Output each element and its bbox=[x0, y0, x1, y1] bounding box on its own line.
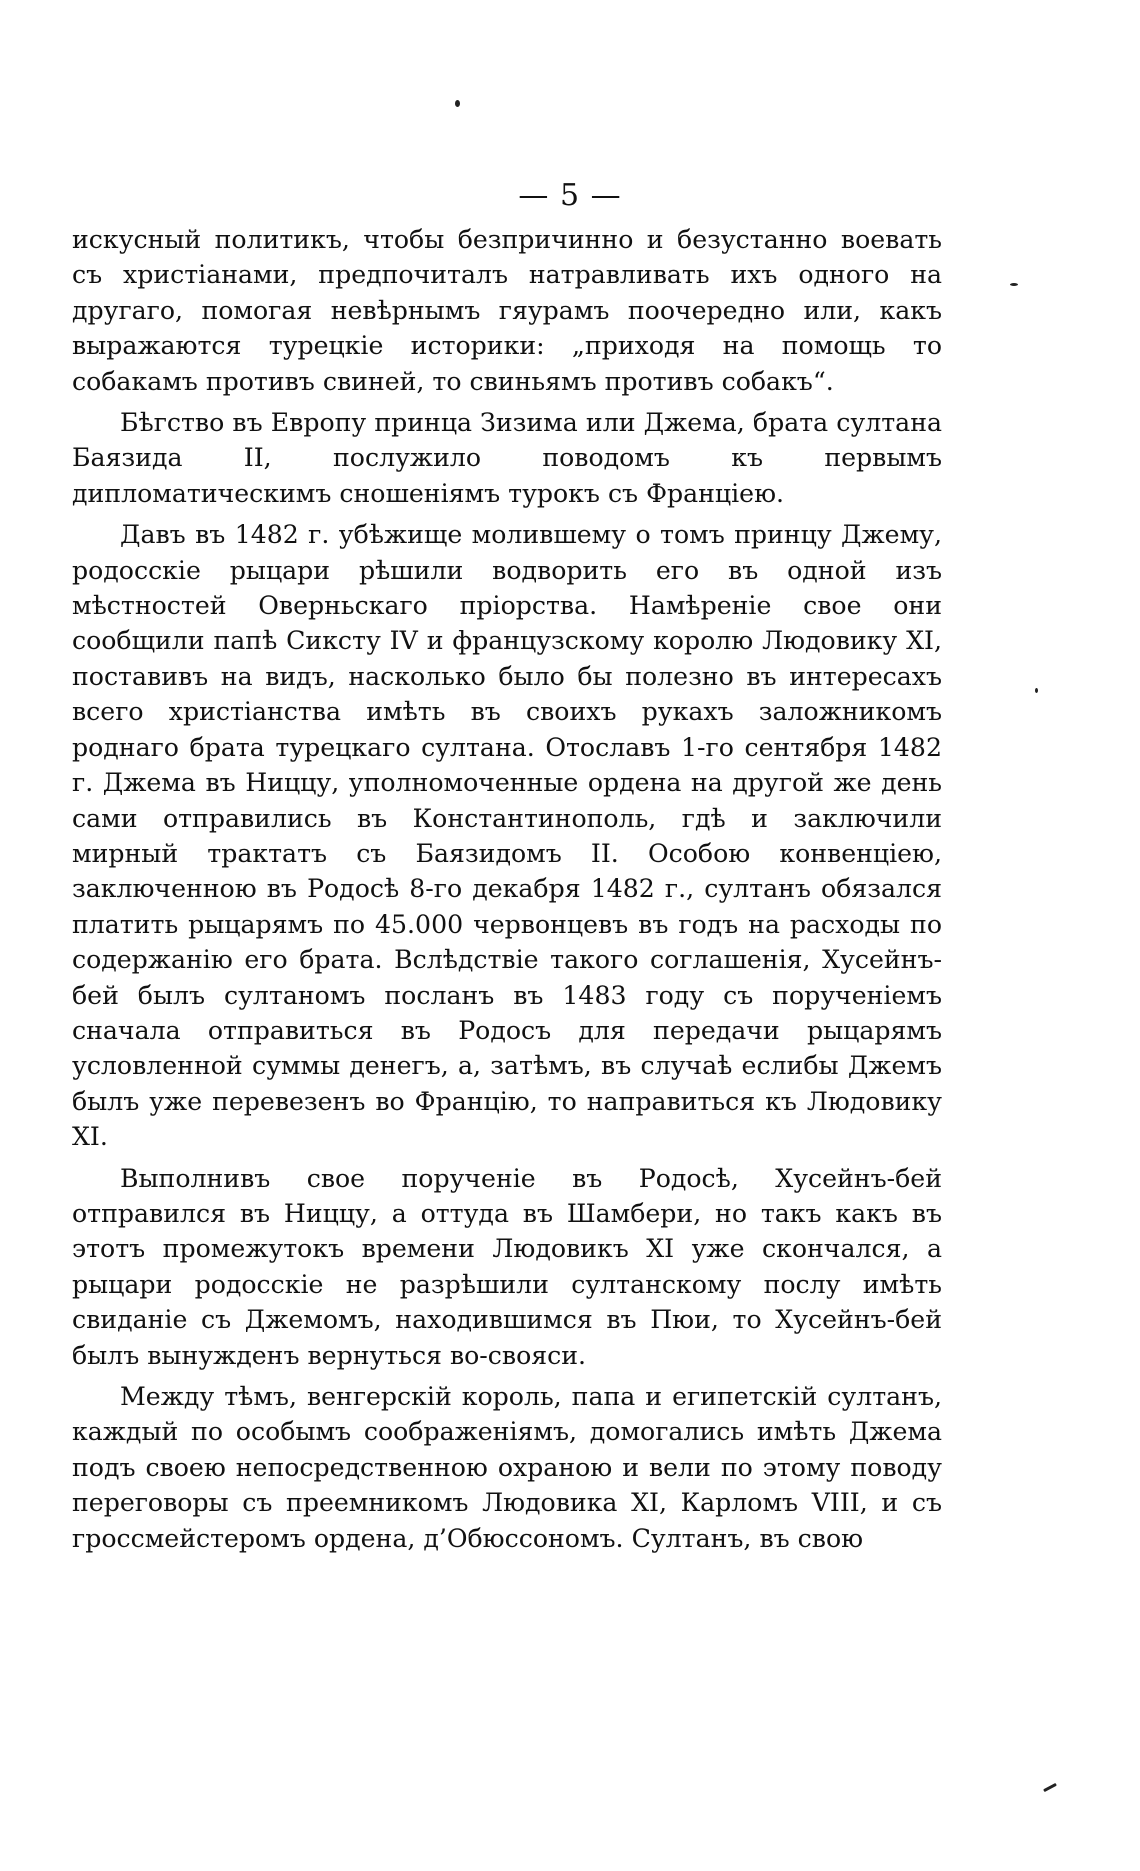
body-text bbox=[72, 222, 942, 1562]
paragraph-4: Выполнивъ свое порученіе въ Родосѣ, Хусейнъ-бей отправился въ Ниццу, а оттуда въ Шамбери, но такъ какъ въ этотъ промежутокъ времени Людовикъ XI уже скончался, а рыцари родосскіе не разрѣшили султанскому послу имѣть свиданіе съ Джемомъ, находившимся въ Пюи, то Хусейнъ-бей былъ вынужденъ вернуться во-свояси. bbox=[72, 1163, 942, 1370]
paragraph-3: Давъ въ 1482 г. убѣжище молившему о томъ принцу Джему, родосскіе рыцари рѣшили водворить его въ одной изъ мѣстностей Оверньскаго пріорства. Намѣреніе свое они сообщили папѣ Сиксту IV и французскому королю Людовику XI, поставивъ на видъ, насколько было бы полезно въ интересахъ всего христіанства имѣть въ своихъ рукахъ заложникомъ роднаго брата турецкаго султана. Отославъ 1-го сентября 1482 г. Джема въ Ниццу, уполномоченные ордена на другой же день сами отправились въ Константинополь, гдѣ и заключили мирный трактатъ съ Баязидомъ II. Особою конвенціею, заключенною въ Родосѣ 8-го декабря 1482 г., султанъ обязался платить рыцарямъ по 45.000 червонцевъ въ годъ на расходы по содержанію его брата. Вслѣдствіе такого соглашенія, Хусейнъ-бей былъ султаномъ посланъ въ 1483 году съ порученіемъ сначала отправиться въ Родосъ для передачи рыцарямъ условленной суммы денегъ, а, затѣмъ, въ случаѣ еслибы Джемъ былъ уже перевезенъ во Францію, то направиться къ Людовику XI. bbox=[72, 520, 942, 1152]
scan-speck bbox=[1010, 283, 1018, 286]
page-number: — 5 — bbox=[518, 178, 622, 213]
scan-speck bbox=[1035, 688, 1038, 693]
paragraph-1: искусный политикъ, чтобы безпричинно и безустанно воевать съ христіанами, предпочиталъ натравливать ихъ одного на другаго, помогая невѣрнымъ гяурамъ поочередно или, какъ выражаются турецкіе историки: „приходя на помощь то собакамъ противъ свиней, то свиньямъ противъ собакъ“. bbox=[72, 225, 942, 396]
paragraph-5: Между тѣмъ, венгерскій король, папа и египетскій султанъ, каждый по особымъ соображеніямъ, домогались имѣть Джема подъ своею непосредственною охраною и вели по этому поводу переговоры съ преемникомъ Людовика XI, Карломъ VIII, и съ гроссмейстеромъ ордена, д’Обюссономъ. Султанъ, въ свою bbox=[72, 1382, 942, 1553]
scan-speck bbox=[455, 100, 460, 107]
scan-speck bbox=[1043, 1783, 1057, 1792]
paragraph-2: Бѣгство въ Европу принца Зизима или Джема, брата султана Баязида II, послужило поводомъ къ первымъ дипломатическимъ сношеніямъ турокъ съ Франціею. bbox=[72, 408, 942, 508]
